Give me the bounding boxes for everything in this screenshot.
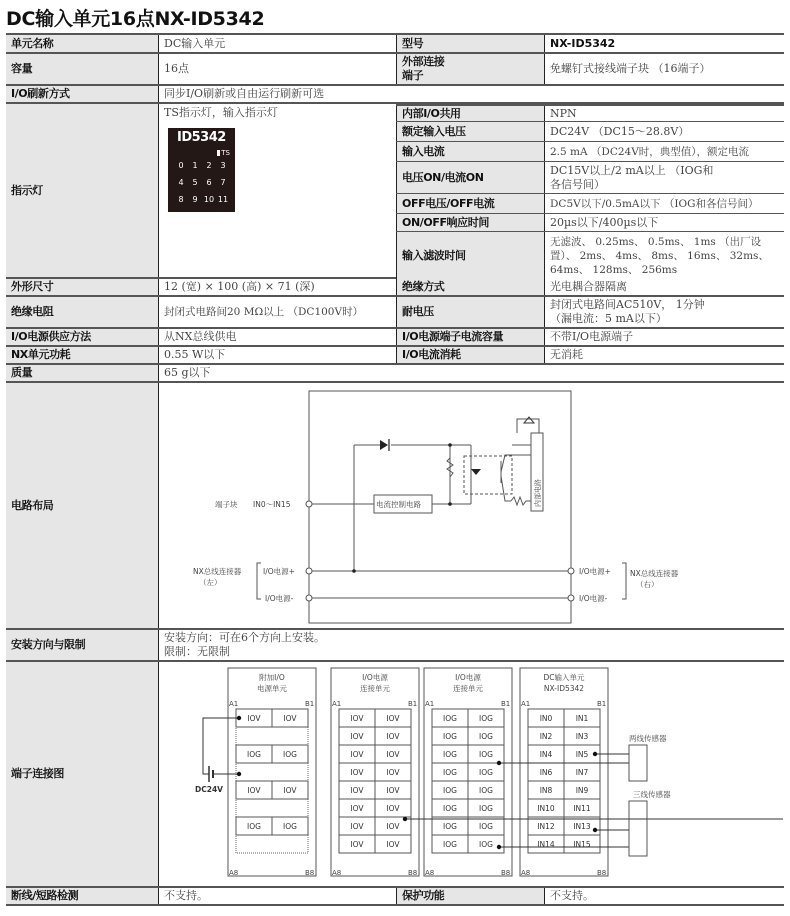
row-indicator <box>6 104 784 279</box>
value-isolation: 光电耦合器隔离 <box>544 279 784 295</box>
nx-left-label-2: （左） <box>199 578 222 587</box>
led-grid <box>174 159 232 224</box>
terminal-label: IOG <box>479 732 493 741</box>
b1-label: B1 <box>597 700 607 708</box>
terminal-label: IOG <box>479 768 493 777</box>
terminal-label: IOG <box>479 822 493 831</box>
terminal-dot <box>403 817 407 821</box>
io-plus-right: I/O电源+ <box>579 567 611 576</box>
page-title: DC输入单元16点NX-ID5342 <box>6 8 265 30</box>
value-io-supply: 从NX总线供电 <box>158 329 396 345</box>
terminal-label: IOG <box>479 786 493 795</box>
terminal-label: IOV <box>350 840 364 849</box>
led-13: 13 <box>189 212 201 221</box>
label-off-voltage: OFF电压/OFF电流 <box>396 194 544 213</box>
terminal-label: IOG <box>479 804 493 813</box>
terminal-dot <box>593 828 597 832</box>
terminal-label: IOG <box>443 732 457 741</box>
terminal-label: IN5 <box>575 750 589 759</box>
row-bottom <box>6 886 784 906</box>
row-input-current <box>396 142 784 162</box>
value-withstand-line2: （漏电流：5 mA以下） <box>550 312 667 325</box>
wire <box>203 718 239 774</box>
indicator-led-icon <box>524 417 534 423</box>
nx-right-label-2: （右） <box>636 580 659 589</box>
value-protection: 不支持。 <box>544 888 784 904</box>
value-off-voltage: DC5V以下/0.5mA以下 （IOG和各信号间） <box>544 194 784 213</box>
led-8: 8 <box>178 195 184 204</box>
label-on-voltage: 电压ON/电流ON <box>396 162 544 193</box>
b8-label: B8 <box>408 869 418 877</box>
io-plus-left: I/O电源+ <box>263 567 295 576</box>
mounting-line2: 限制：无限制 <box>164 645 230 658</box>
io-connection-unit-v-title-2: 连接单元 <box>360 684 390 693</box>
led-5: 5 <box>192 178 198 187</box>
label-dimensions: 外形尺寸 <box>6 279 158 295</box>
terminal-label: IOG <box>479 750 493 759</box>
row-mounting <box>6 630 784 662</box>
terminal-dot <box>497 845 501 849</box>
circuit-diagram-cell <box>158 383 784 628</box>
terminal-label: IOG <box>443 750 457 759</box>
a1-label: A1 <box>229 700 239 708</box>
a8-label: A8 <box>521 869 531 877</box>
value-dimensions: 12 (宽) × 100 (高) × 71 (深) <box>158 279 396 295</box>
label-io-supply: I/O电源供应方法 <box>6 329 158 345</box>
b1-label: B1 <box>408 700 418 708</box>
value-io-current: 无消耗 <box>544 347 784 363</box>
terminal-label: IOG <box>283 822 297 831</box>
value-disconnect: 不支持。 <box>158 888 396 904</box>
value-filter-time <box>544 232 784 279</box>
terminal-label: IOV <box>247 714 261 723</box>
label-circuit: 电路布局 <box>6 383 158 628</box>
terminal-dot <box>237 716 241 720</box>
current-control-label: 电流控制电路 <box>376 500 421 509</box>
terminal-label: IOV <box>350 750 364 759</box>
terminal-label: IN8 <box>539 786 553 795</box>
row-off-voltage <box>396 194 784 214</box>
io-power-unit-title-1: 附加I/O <box>259 673 285 682</box>
label-ext-conn-line2: 端子 <box>402 69 424 82</box>
b8-label: B8 <box>305 869 315 877</box>
three-wire-sensor <box>629 801 647 856</box>
b1-label: B1 <box>501 700 511 708</box>
value-on-voltage-line1: DC15V以上/2 mA以上 （IOG和 <box>550 163 714 177</box>
terminal-label: IN2 <box>539 732 553 741</box>
led-panel <box>168 128 235 221</box>
value-filter-time-line1: 无滤波、 0.25ms、 0.5ms、 1ms （出厂设 <box>550 235 762 248</box>
terminal-label: IOV <box>386 714 400 723</box>
value-model: NX-ID5342 <box>544 35 784 52</box>
value-filter-time-line3: 64ms、 128ms、 256ms <box>550 263 678 276</box>
terminal-label: IOV <box>350 804 364 813</box>
led-12: 12 <box>175 212 187 221</box>
label-model: 型号 <box>396 35 544 52</box>
terminal-label: IN15 <box>573 840 591 849</box>
row-wiring <box>6 662 784 886</box>
value-on-voltage <box>544 162 784 193</box>
led-14: 14 <box>203 212 215 221</box>
label-capacity: 容量 <box>6 54 158 84</box>
terminal-label: IOV <box>350 822 364 831</box>
led-7: 7 <box>220 178 226 187</box>
value-io-term-cap: 不带I/O电源端子 <box>544 329 784 345</box>
value-unit-name: DC输入单元 <box>158 35 396 52</box>
label-power: NX单元功耗 <box>6 347 158 363</box>
led-10: 10 <box>203 195 215 204</box>
nx-left-label-1: NX总线连接器 <box>193 567 242 576</box>
label-indicator: 指示灯 <box>6 104 158 277</box>
nx-right-label-1: NX总线连接器 <box>630 569 679 578</box>
ts-led-icon <box>217 150 220 156</box>
value-power: 0.55 W以下 <box>158 347 396 363</box>
terminal-label: IN11 <box>573 804 591 813</box>
label-internal-io: 内部I/O共用 <box>396 106 544 121</box>
label-response-time: ON/OFF响应时间 <box>396 214 544 231</box>
io-connection-unit-v-title-1: I/O电源 <box>362 673 388 682</box>
value-ext-conn: 免螺钉式接线端子块 （16端子） <box>544 54 784 84</box>
row-io-refresh <box>6 86 784 104</box>
terminal-label: IOG <box>443 822 457 831</box>
row-circuit <box>6 383 784 630</box>
value-response-time: 20µs以下/400µs以下 <box>544 214 784 231</box>
terminal-dot <box>497 761 501 765</box>
terminal-label: IOG <box>247 750 261 759</box>
terminal-label: IOG <box>247 822 261 831</box>
label-mass: 质量 <box>6 365 158 381</box>
terminal-label: IOV <box>350 786 364 795</box>
row-on-voltage <box>396 162 784 194</box>
label-insulation: 绝缘电阻 <box>6 297 158 327</box>
io-connection-unit-g-title-2: 连接单元 <box>453 684 483 693</box>
led-3: 3 <box>220 161 226 170</box>
label-unit-name: 单元名称 <box>6 35 158 52</box>
terminal-label: IOG <box>443 768 457 777</box>
row-internal-io <box>396 104 784 122</box>
led-icon <box>471 469 481 475</box>
b1-label: B1 <box>305 700 315 708</box>
terminal-label: IOG <box>443 804 457 813</box>
led-1: 1 <box>192 161 198 170</box>
label-wiring: 端子连接图 <box>6 662 158 886</box>
terminal-label: IN1 <box>575 714 589 723</box>
value-rated-voltage: DC24V （DC15～28.8V） <box>544 122 784 141</box>
led-6: 6 <box>206 178 212 187</box>
terminal-label: IN0 <box>539 714 553 723</box>
terminal-label: IOV <box>350 714 364 723</box>
dc-input-unit-title-2: NX-ID5342 <box>543 684 585 693</box>
terminal-label: IOV <box>283 786 297 795</box>
label-rated-voltage: 额定输入电压 <box>396 122 544 141</box>
b8-label: B8 <box>597 869 607 877</box>
terminal-label: IOV <box>386 840 400 849</box>
value-indicator <box>158 104 396 277</box>
led-panel-model: ID5342 <box>177 130 226 145</box>
terminal-label: IN7 <box>575 768 589 777</box>
terminal-label: IOG <box>479 840 493 849</box>
a8-label: A8 <box>332 869 342 877</box>
two-wire-sensor <box>629 745 647 781</box>
unit-outline <box>309 391 571 623</box>
value-filter-time-line2: 置）、 2ms、 4ms、 8ms、 16ms、 32ms、 <box>550 249 769 262</box>
led-0: 0 <box>178 161 184 170</box>
label-io-refresh: I/O刷新方式 <box>6 86 158 102</box>
value-io-refresh: 同步I/O刷新或自由运行刷新可选 <box>158 86 784 102</box>
b8-label: B8 <box>501 869 511 877</box>
terminal-label: IN14 <box>537 840 555 849</box>
terminal-label: IOV <box>386 804 400 813</box>
label-input-current: 输入电流 <box>396 142 544 161</box>
row-dimensions <box>6 279 784 297</box>
terminal-label: IOV <box>247 786 261 795</box>
terminal-label: IOG <box>443 840 457 849</box>
terminal-label: IN9 <box>575 786 589 795</box>
dc-input-unit-title-1: DC输入单元 <box>543 673 585 682</box>
internal-circuit-label: 内部电路 <box>534 479 542 507</box>
a1-label: A1 <box>425 700 435 708</box>
terminal-label: IOV <box>386 786 400 795</box>
wiring-diagram <box>159 662 783 886</box>
terminal-label: IOV <box>386 822 400 831</box>
two-wire-sensor-label: 两线传感器 <box>629 734 667 743</box>
value-mass: 65 g以下 <box>158 365 784 381</box>
terminal-label: IN3 <box>575 732 589 741</box>
value-withstand-line1: 封闭式电路间AC510V， 1分钟 <box>550 298 705 311</box>
value-internal-io: NPN <box>544 106 784 121</box>
value-capacity: 16点 <box>158 54 396 84</box>
led-15: 15 <box>217 212 229 221</box>
label-ext-conn-line1: 外部连接 <box>402 55 445 68</box>
led-9: 9 <box>192 195 198 204</box>
terminal-label: IN4 <box>539 750 553 759</box>
terminal-label: IOV <box>386 750 400 759</box>
terminal-label: IOV <box>386 768 400 777</box>
label-withstand: 耐电压 <box>396 297 544 327</box>
diode-icon <box>380 440 388 450</box>
a1-label: A1 <box>332 700 342 708</box>
value-on-voltage-line2: 各信号间） <box>550 177 605 191</box>
terminal-dot <box>237 772 241 776</box>
led-11: 11 <box>217 195 229 204</box>
row-rated-voltage <box>396 122 784 142</box>
row-insulation <box>6 297 784 329</box>
row-mass <box>6 365 784 383</box>
row-filter-time <box>396 232 784 279</box>
io-minus-right: I/O电源- <box>579 594 608 603</box>
ts-label: TS <box>221 149 230 157</box>
label-protection: 保护功能 <box>396 888 544 904</box>
led-4: 4 <box>178 178 184 187</box>
terminal-label: IOG <box>443 714 457 723</box>
label-filter-time: 输入滤波时间 <box>396 232 544 279</box>
circuit-diagram <box>159 383 783 628</box>
label-io-current: I/O电流消耗 <box>396 347 544 363</box>
wiring-diagram-cell <box>158 662 784 886</box>
terminal-label: IN10 <box>537 804 555 813</box>
io-minus-left: I/O电源- <box>265 594 294 603</box>
terminal-label: IN13 <box>573 822 591 831</box>
label-mounting: 安装方向与限制 <box>6 630 158 660</box>
label-disconnect: 断线/短路检测 <box>6 888 158 904</box>
row-io-supply <box>6 329 784 347</box>
value-input-current: 2.5 mA （DC24V时，典型值），额定电流 <box>544 142 784 161</box>
terminal-label: IOV <box>350 732 364 741</box>
row-power <box>6 347 784 365</box>
io-power-unit-title-2: 电源单元 <box>257 684 287 693</box>
io-connection-unit-g-title-1: I/O电源 <box>455 673 481 682</box>
row-capacity <box>6 54 784 86</box>
label-ext-conn <box>396 54 544 84</box>
row-response-time <box>396 214 784 232</box>
ts-indicator <box>217 146 230 160</box>
label-isolation: 绝缘方式 <box>396 279 544 295</box>
terminal-label: IN6 <box>539 768 553 777</box>
terminal-label: IOV <box>283 714 297 723</box>
terminal-label: IOG <box>283 750 297 759</box>
value-mounting <box>158 630 784 660</box>
row-unit-name <box>6 33 784 54</box>
led-2: 2 <box>206 161 212 170</box>
a8-label: A8 <box>229 869 239 877</box>
value-insulation: 封闭式电路间20 MΩ以上 （DC100V时） <box>158 297 396 327</box>
terminal-dot <box>593 752 597 756</box>
terminal-label: IOV <box>350 768 364 777</box>
terminal-label: IN12 <box>537 822 555 831</box>
terminal-label: IOG <box>479 714 493 723</box>
indicator-text: TS指示灯，输入指示灯 <box>164 106 278 119</box>
dc24v-label: DC24V <box>195 785 223 794</box>
terminal-block-label: 端子块 <box>215 500 238 509</box>
terminal-label: IOV <box>386 732 400 741</box>
value-withstand <box>544 297 784 327</box>
label-io-term-cap: I/O电源端子电流容量 <box>396 329 544 345</box>
three-wire-sensor-label: 三线传感器 <box>633 790 671 799</box>
a8-label: A8 <box>425 869 435 877</box>
mounting-line1: 安装方向：可在6个方向上安装。 <box>164 631 325 644</box>
resistor-icon-2 <box>511 497 531 505</box>
inputs-label: IN0～IN15 <box>253 500 291 509</box>
io-power-unit-frame <box>228 668 316 876</box>
a1-label: A1 <box>521 700 531 708</box>
terminal-label: IOG <box>443 786 457 795</box>
